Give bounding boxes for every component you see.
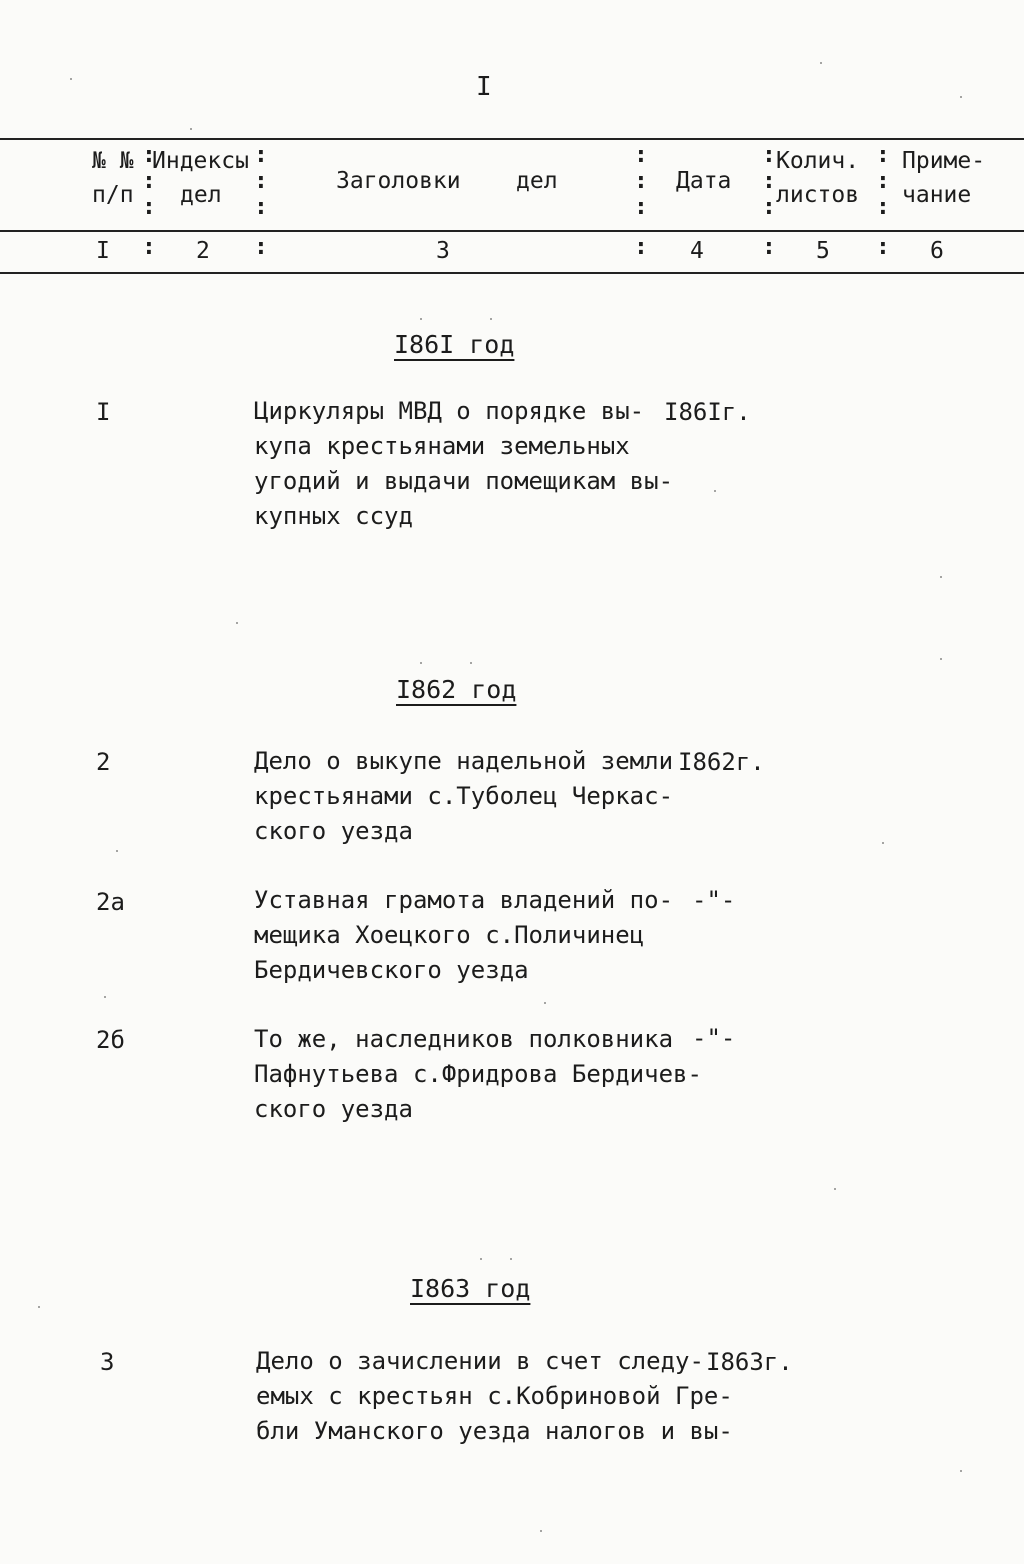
header-col-number-line1: № № bbox=[92, 148, 134, 174]
column-separator: : : : bbox=[254, 142, 268, 220]
entry-date: I86Iг. bbox=[664, 398, 751, 426]
scan-speck bbox=[960, 96, 962, 98]
scan-speck bbox=[236, 622, 238, 624]
header-col-sheets-line1: Колич. bbox=[776, 148, 860, 174]
scan-speck bbox=[420, 662, 422, 664]
column-number-6: 6 bbox=[930, 238, 944, 264]
column-number-2: 2 bbox=[196, 238, 210, 264]
column-number-5: 5 bbox=[816, 238, 830, 264]
column-separator: : bbox=[254, 234, 268, 260]
scan-speck bbox=[820, 62, 822, 64]
column-number-4: 4 bbox=[690, 238, 704, 264]
header-col-date: Дата bbox=[676, 168, 732, 194]
entry-title: Дело о зачислении в счет следу- емых с крестьян с.Кобриновой Гре- бли Уманского уезда налогов и вы- bbox=[256, 1347, 733, 1445]
scan-speck bbox=[540, 1530, 542, 1532]
scan-speck bbox=[490, 318, 492, 320]
header-middle-rule bbox=[0, 230, 1024, 232]
scan-speck bbox=[940, 658, 942, 660]
header-col-notes-line1: Приме- bbox=[902, 148, 986, 174]
scan-speck bbox=[544, 1002, 546, 1004]
entry-title: Уставная грамота владений по- мещика Хоецкого с.Поличинец Бердичевского уезда bbox=[254, 886, 674, 984]
header-col-titles: Заголовки дел bbox=[336, 168, 558, 194]
entry-number: 2а bbox=[96, 888, 125, 916]
header-col-notes-line2: чание bbox=[902, 182, 972, 208]
year-heading: I863 год bbox=[410, 1274, 531, 1303]
scan-speck bbox=[882, 842, 884, 844]
scan-speck bbox=[714, 490, 716, 492]
scan-speck bbox=[38, 1306, 40, 1308]
column-number-1: I bbox=[96, 238, 110, 264]
column-separator: : : : bbox=[634, 142, 648, 220]
column-separator: : bbox=[762, 234, 776, 260]
scan-speck bbox=[510, 1258, 512, 1260]
scan-speck bbox=[420, 318, 422, 320]
scan-speck bbox=[834, 1188, 836, 1190]
year-heading: I86I год bbox=[394, 330, 515, 359]
entry-date: -"- bbox=[692, 1024, 736, 1052]
header-top-rule bbox=[0, 138, 1024, 140]
header-bottom-rule bbox=[0, 272, 1024, 274]
scan-speck bbox=[104, 996, 106, 998]
column-separator: : : : bbox=[762, 142, 776, 220]
scan-speck bbox=[480, 1258, 482, 1260]
column-separator: : bbox=[634, 234, 648, 260]
scan-speck bbox=[116, 850, 118, 852]
column-separator: : bbox=[876, 234, 890, 260]
scan-speck bbox=[190, 128, 192, 130]
header-col-sheets-line2: листов bbox=[776, 182, 860, 208]
header-col-index-line1: Индексы bbox=[152, 148, 249, 174]
header-col-index-line2: дел bbox=[180, 182, 222, 208]
entry-title: Дело о выкупе надельной земли крестьянами с.Туболец Черкас- ского уезда bbox=[254, 747, 674, 845]
scan-speck bbox=[940, 576, 942, 578]
column-separator: : bbox=[142, 234, 156, 260]
scan-speck bbox=[70, 78, 72, 80]
entry-date: I863г. bbox=[706, 1348, 793, 1376]
column-number-3: 3 bbox=[436, 238, 450, 264]
column-separator: : : : bbox=[876, 142, 890, 220]
entry-number: 3 bbox=[100, 1348, 115, 1376]
entry-title: То же, наследников полковника Пафнутьева с.Фридрова Бердичев- ского уезда bbox=[254, 1025, 702, 1123]
entry-date: -"- bbox=[692, 886, 736, 914]
entry-number: 2б bbox=[96, 1026, 125, 1054]
scan-speck bbox=[960, 1470, 962, 1472]
entry-date: I862г. bbox=[678, 748, 765, 776]
entry-title: Циркуляры МВД о порядке вы- купа крестьянами земельных угодий и выдачи помещикам вы- купных ссуд bbox=[254, 397, 674, 530]
year-heading: I862 год bbox=[396, 675, 517, 704]
column-separator: : : : bbox=[142, 142, 156, 220]
entry-number: 2 bbox=[96, 748, 111, 776]
header-col-number-line2: п/п bbox=[92, 182, 134, 208]
entry-number: I bbox=[96, 398, 111, 426]
scan-speck bbox=[470, 662, 472, 664]
page-number: I bbox=[476, 72, 492, 102]
